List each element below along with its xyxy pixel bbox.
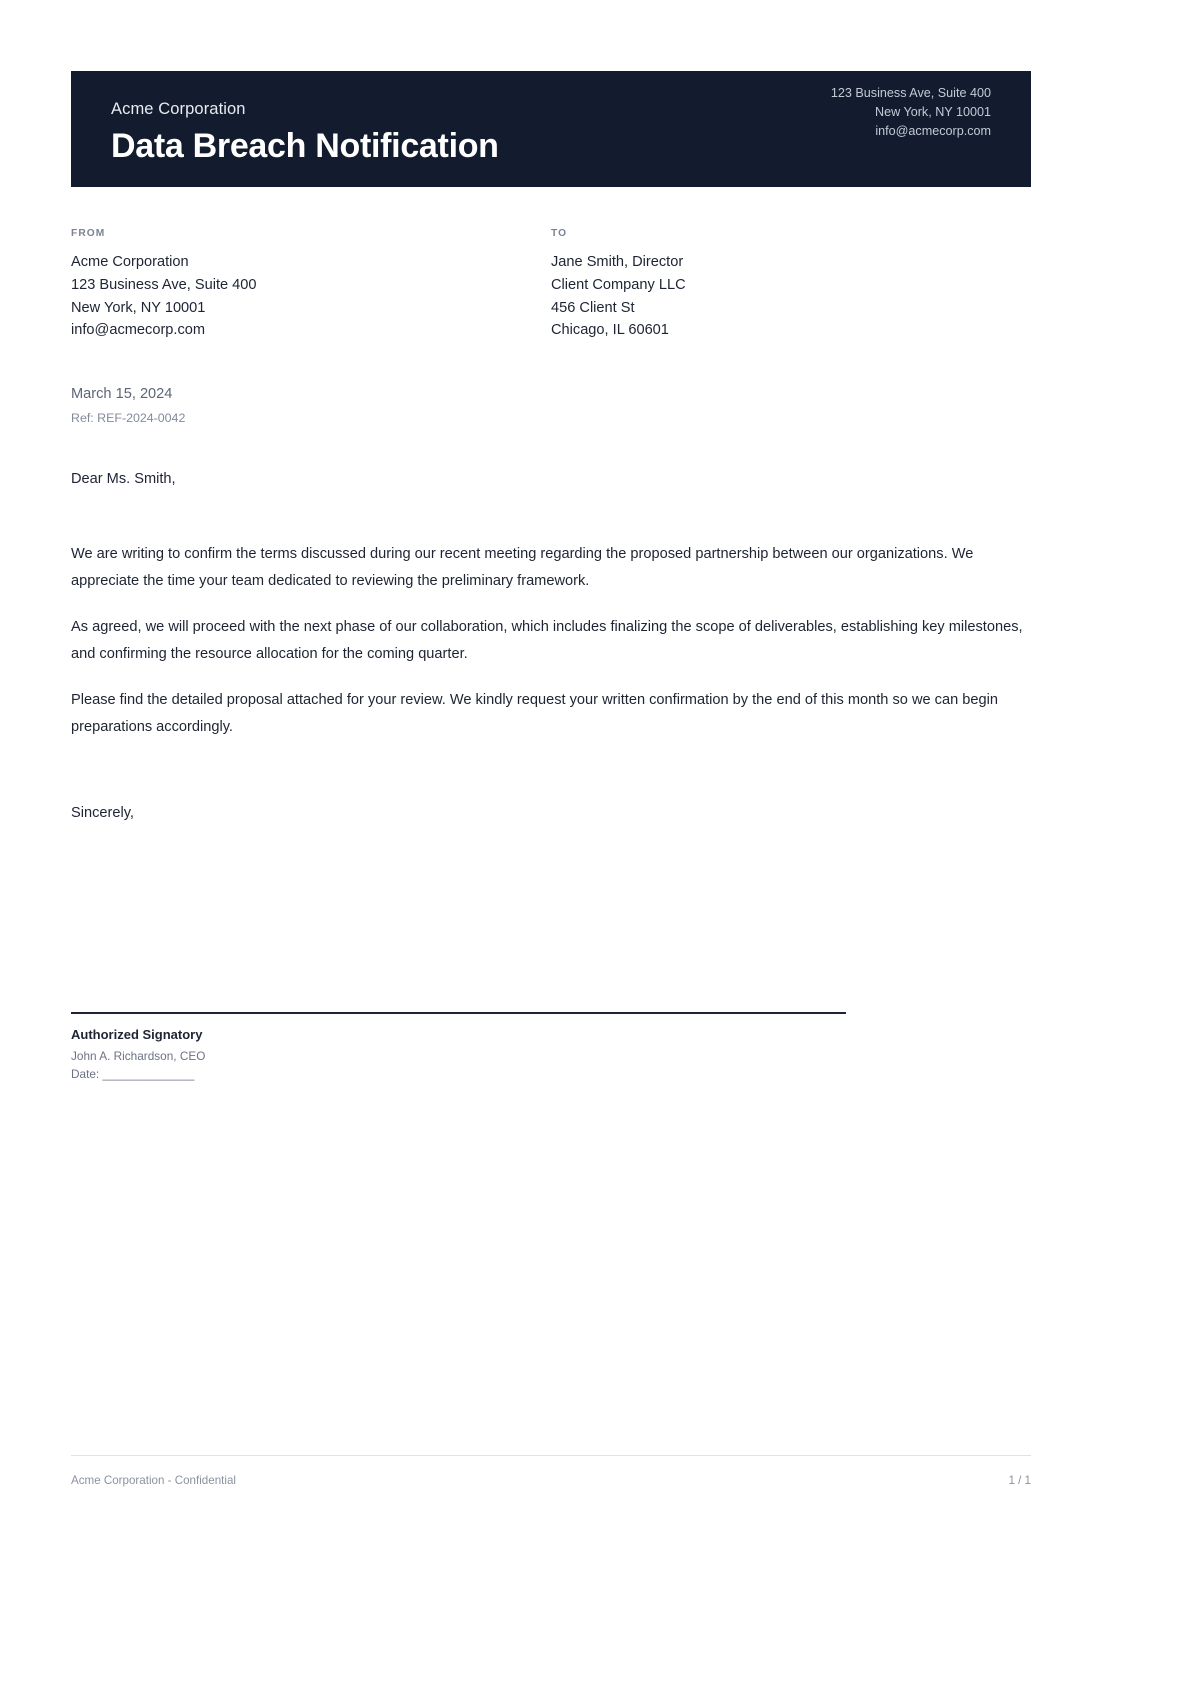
signatory-name: John A. Richardson, CEO bbox=[71, 1048, 206, 1063]
letter-date: March 15, 2024 bbox=[71, 386, 173, 402]
document-meta bbox=[71, 384, 185, 429]
letter-body bbox=[71, 541, 1036, 740]
to-line: Chicago, IL 60601 bbox=[551, 322, 669, 339]
to-line: 456 Client St bbox=[551, 299, 635, 316]
footer-row bbox=[71, 1474, 1031, 1487]
confidentiality-notice: Acme Corporation - Confidential bbox=[71, 1474, 236, 1487]
signature-date-line: Date: ______________ bbox=[71, 1067, 195, 1082]
page-footer bbox=[71, 1455, 1031, 1487]
salutation: Dear Ms. Smith, bbox=[71, 471, 176, 487]
from-line: 123 Business Ave, Suite 400 bbox=[71, 276, 257, 293]
signature-block bbox=[71, 1012, 846, 1084]
to-label: TO bbox=[551, 228, 568, 239]
page-number: 1 / 1 bbox=[1008, 1474, 1031, 1487]
to-line: Client Company LLC bbox=[551, 276, 686, 293]
document-title: Data Breach Notification bbox=[111, 126, 499, 165]
contact-address-line1: 123 Business Ave, Suite 400 bbox=[830, 85, 991, 100]
letterhead-banner bbox=[71, 71, 1031, 187]
signature-rule bbox=[71, 1012, 846, 1014]
body-paragraph: Please find the detailed proposal attached for your review. We kindly request your written confirmation by the end of this month so we can begin preparations accordingly. bbox=[71, 692, 998, 735]
from-block bbox=[71, 228, 551, 342]
to-line: Jane Smith, Director bbox=[551, 254, 684, 270]
signatory-role: Authorized Signatory bbox=[71, 1027, 203, 1042]
from-line: New York, NY 10001 bbox=[71, 299, 206, 316]
company-name: Acme Corporation bbox=[111, 100, 246, 119]
footer-divider bbox=[71, 1455, 1031, 1456]
letterhead-identity bbox=[111, 99, 499, 165]
letterhead-contact bbox=[831, 84, 991, 165]
body-paragraph: As agreed, we will proceed with the next phase of our collaboration, which includes finalizing the scope of deliverables, establishing key milestones, and confirming the resource allocation for the coming quarter. bbox=[71, 619, 1023, 662]
to-block bbox=[551, 228, 1031, 342]
contact-address-line2: New York, NY 10001 bbox=[875, 104, 991, 119]
from-line: Acme Corporation bbox=[71, 254, 189, 270]
party-block bbox=[71, 228, 1031, 342]
from-label: FROM bbox=[71, 228, 106, 239]
closing-line: Sincerely, bbox=[71, 805, 134, 821]
body-paragraph: We are writing to confirm the terms discussed during our recent meeting regarding the proposed partnership between our organizations. We appreciate the time your team dedicated to reviewing the preliminary framework. bbox=[71, 546, 974, 589]
contact-email: info@acmecorp.com bbox=[875, 123, 991, 138]
from-line: info@acmecorp.com bbox=[71, 322, 206, 339]
reference-number: Ref: REF-2024-0042 bbox=[71, 410, 186, 425]
